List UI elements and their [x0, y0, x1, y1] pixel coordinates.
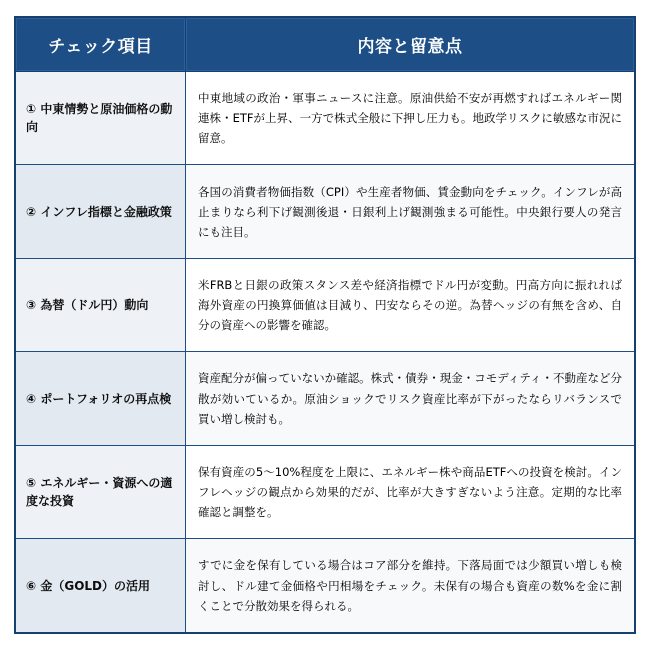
header-cell-item: チェック項目	[15, 17, 186, 72]
row-description	[186, 445, 636, 538]
table-row	[15, 445, 635, 538]
row-description-text: すでに金を保有している場合はコア部分を維持。下落局面では少額買い増しも検討し、ドル建て金価格や円相場をチェック。未保有の場合も資産の数%を金に割くことで分散効果を得られる。	[198, 558, 622, 613]
row-description	[186, 352, 636, 445]
table-row	[15, 352, 635, 445]
row-item-label: ④ ポートフォリオの再点検	[15, 352, 186, 445]
header-row	[15, 17, 635, 72]
header-cell-description: 内容と留意点	[186, 17, 636, 72]
row-description-text: 中東地域の政治・軍事ニュースに注意。原油供給不安が再燃すればエネルギー関連株・ETFが上昇、一方で株式全般に下押し圧力も。地政学リスクに敏感な市況に留意。	[198, 91, 622, 146]
row-description	[186, 539, 636, 633]
row-description	[186, 72, 636, 165]
row-description-text: 米FRBと日銀の政策スタンス差や経済指標でドル円が変動。円高方向に振れれば海外資産の円換算価値は目減り、円安ならその逆。為替ヘッジの有無を含め、自分の資産への影響を確認。	[198, 277, 622, 333]
checklist-table	[14, 16, 636, 634]
table-row	[15, 165, 635, 258]
row-description-text: 各国の消費者物価指数（CPI）や生産者物価、賃金動向をチェック。インフレが高止まりなら利下げ観測後退・日銀利上げ観測強まる可能性。中央銀行要人の発言にも注目。	[198, 184, 622, 239]
row-description	[186, 258, 636, 351]
row-description-text: 資産配分が偏っていないか確認。株式・債券・現金・コモディティ・不動産など分散が効いているか。原油ショックでリスク資産比率が下がったならリバランスで買い増し検討も。	[198, 371, 622, 426]
table-header	[15, 17, 635, 72]
table-row	[15, 539, 635, 633]
row-item-label: ③ 為替（ドル円）動向	[15, 258, 186, 351]
row-description	[186, 165, 636, 258]
table-row	[15, 72, 635, 165]
row-item-label: ② インフレ指標と金融政策	[15, 165, 186, 258]
row-item-label: ① 中東情勢と原油価格の動向	[15, 72, 186, 165]
row-description-text: 保有資産の5〜10%程度を上限に、エネルギー株や商品ETFへの投資を検討。インフレヘッジの観点から効果的だが、比率が大きすぎないよう注意。定期的な比率確認と調整を。	[198, 464, 622, 520]
row-item-label: ⑤ エネルギー・資源への適度な投資	[15, 445, 186, 538]
row-item-label: ⑥ 金（GOLD）の活用	[15, 539, 186, 633]
table-row	[15, 258, 635, 351]
table-body	[15, 72, 635, 634]
